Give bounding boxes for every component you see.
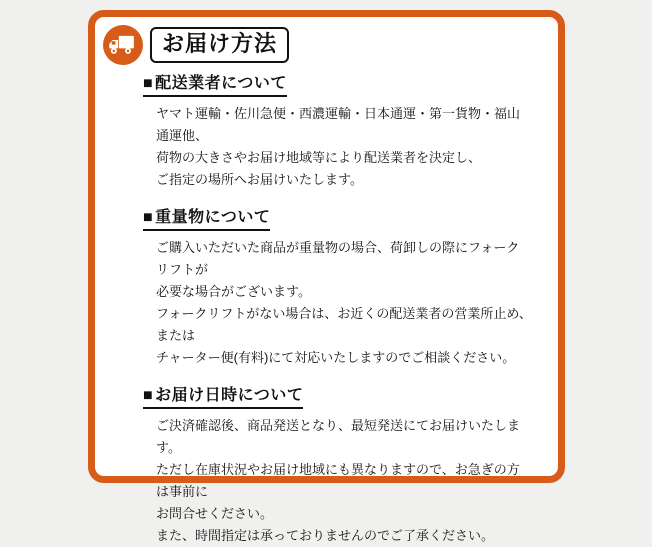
section-heading-label: お届け日時について — [155, 387, 304, 404]
panel-content — [95, 17, 558, 547]
text-line: また、時間指定は承っておりませんのでご了承ください。 — [156, 528, 495, 543]
panel-header — [103, 25, 542, 65]
section-delivery-company — [143, 65, 532, 191]
square-bullet-icon: ■ — [143, 75, 154, 92]
text-line: ただし在庫状況やお届け地域にも異なりますので、お急ぎの方は事前に — [156, 462, 520, 499]
section-heading — [143, 382, 303, 409]
text-line: 必要な場合がございます。 — [156, 284, 311, 299]
text-line: お問合せください。 — [156, 506, 274, 521]
text-line: フォークリフトがない場合は、お近くの配送業者の営業所止め、または — [156, 306, 532, 343]
section-delivery-datetime — [143, 369, 532, 547]
page-title: お届け方法 — [150, 27, 289, 63]
square-bullet-icon: ■ — [143, 209, 154, 226]
text-line: ヤマト運輸・佐川急便・西濃運輸・日本通運・第一貨物・福山通運他、 — [156, 106, 521, 143]
text-line: ご購入いただいた商品が重量物の場合、荷卸しの際にフォークリフトが — [156, 240, 520, 277]
section-heading-label: 配送業者について — [155, 75, 287, 92]
delivery-info-panel — [88, 10, 565, 543]
section-heading — [143, 204, 270, 231]
section-body — [156, 103, 532, 191]
section-body — [156, 237, 532, 369]
section-heavy-items — [143, 191, 532, 369]
section-body — [156, 415, 532, 547]
text-line: ご指定の場所へお届けいたします。 — [156, 172, 363, 187]
section-heading-label: 重量物について — [155, 209, 271, 226]
section-heading — [143, 70, 287, 97]
truck-icon — [103, 25, 143, 65]
square-bullet-icon: ■ — [143, 387, 154, 404]
text-line: チャーター便(有料)にて対応いたしますのでご相談ください。 — [156, 350, 516, 365]
text-line: ご決済確認後、商品発送となり、最短発送にてお届けいたします。 — [156, 418, 521, 455]
text-line: 荷物の大きさやお届け地域等により配送業者を決定し、 — [156, 150, 482, 165]
